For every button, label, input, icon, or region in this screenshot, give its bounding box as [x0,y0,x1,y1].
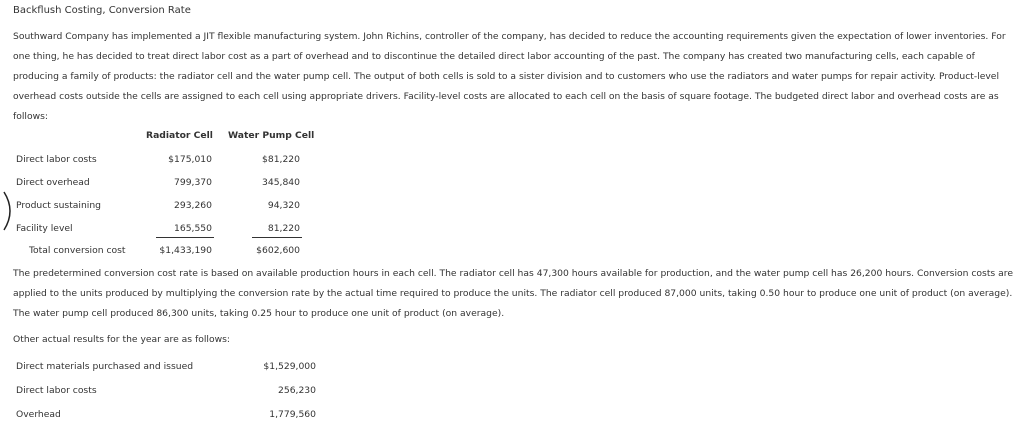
pump-total-conversion: $602,600 [256,245,300,256]
pump-facility-level: 81,220 [267,223,300,234]
radiator-direct-overhead: 799,370 [174,177,212,188]
actual-value-materials: $1,529,000 [263,361,316,372]
radiator-subtotal-rule [156,237,214,238]
pump-product-sustaining: 94,320 [267,200,300,211]
row-label-direct-overhead: Direct overhead [16,177,90,188]
actual-label-direct-labor: Direct labor costs [16,385,97,396]
radiator-product-sustaining: 293,260 [174,200,212,211]
pump-direct-labor: $81,220 [262,154,300,165]
actual-value-overhead: 1,779,560 [269,409,316,420]
pump-direct-overhead: 345,840 [262,177,300,188]
actual-results-intro: Other actual results for the year are as follows: [13,334,230,345]
radiator-direct-labor: $175,010 [168,154,212,165]
col-header-radiator: Radiator Cell [146,130,213,141]
pump-subtotal-rule [252,237,302,238]
row-label-product-sustaining: Product sustaining [16,200,102,211]
intro-paragraph: Southward Company has implemented a JIT flexible manufacturing system. John Richins, controller of the company, has decided to reduce the accounting requirements given the expectation of lower inventories. For one thing, he has decided to treat direct labor cost as a part of overhead and to discontinue the detailed direct labor accounting of the past. The company has created two manufacturing cells, each capable of producing a family of products: the radiator cell and the water pump cell. The output of both cells is sold to a sister division and to customers who use the radiators and water pumps for repair activity. Product-level overhead costs outside the cells are assigned to each cell using appropriate drivers. Facility-level costs are allocated to each cell on the basis of square footage. The budgeted direct labor and overhead costs are as follows: [13,31,1006,122]
problem-title: Backflush Costing, Conversion Rate [13,5,191,16]
col-header-water-pump: Water Pump Cell [228,130,315,141]
row-label-total-conversion: Total conversion cost [29,245,126,256]
actual-label-materials: Direct materials purchased and issued [16,361,194,372]
margin-bracket-mark [2,190,22,232]
row-label-direct-labor: Direct labor costs [16,154,97,165]
actual-value-direct-labor: 256,230 [278,385,316,396]
row-label-facility-level: Facility level [16,223,73,234]
conversion-rate-paragraph: The predetermined conversion cost rate is based on available production hours in each cell. The radiator cell has 47,300 hours available for production, and the water pump cell has 26,200 hours. Conversion costs are applied to the units produced by multiplying the conversion rate by the actual time required to produce the units. The radiator cell produced 87,000 units, taking 0.50 hour to produce one unit of product (on average). The water pump cell produced 86,300 units, taking 0.25 hour to produce one unit of product (on average). [13,268,1013,319]
radiator-total-conversion: $1,433,190 [159,245,212,256]
radiator-facility-level: 165,550 [174,223,212,234]
actual-label-overhead: Overhead [16,409,61,420]
